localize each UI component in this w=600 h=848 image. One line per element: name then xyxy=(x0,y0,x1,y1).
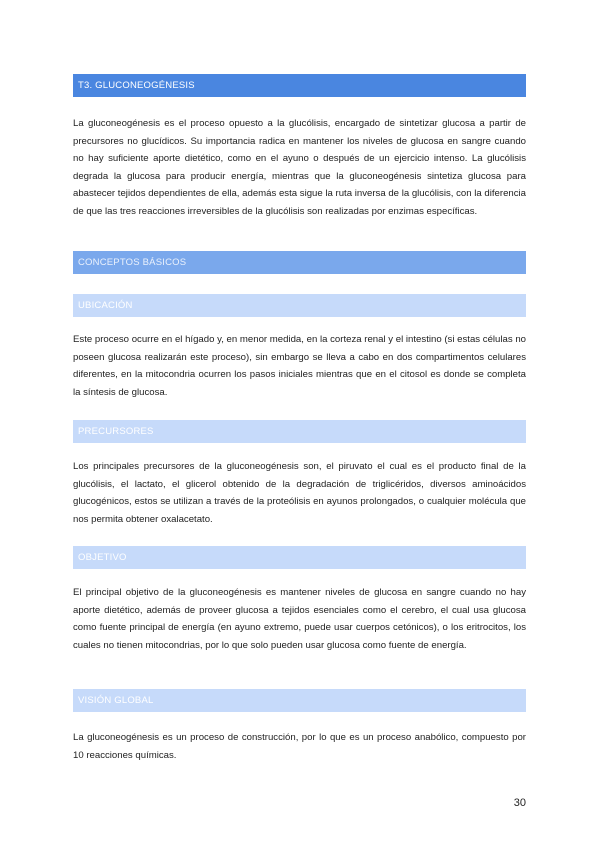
objective-heading-bar xyxy=(73,546,526,569)
location-heading-bar xyxy=(73,294,526,317)
objective-paragraph: El principal objetivo de la gluconeogénesis es mantener niveles de glucosa en sangre cuando no hay aporte dietético, además de proveer glucosa a tejidos esenciales como el cerebro, el cual usa glucosa como fuente principal de energía (en ayuno extremo, puede usar cuerpos cetónicos), o los eritrocitos, los cuales no tienen mitocondrias, por lo que solo pueden usar glucosa como fuente de energía. xyxy=(73,587,526,651)
precursors-heading: PRECURSORES xyxy=(78,426,154,437)
precursors-paragraph: Los principales precursores de la gluconeogénesis son, el piruvato el cual es el producto final de la glucólisis, el lactato, el glicerol obtenido de la degradación de triglicéridos, diversos aminoácidos glucogénicos, estos se utilizan a través de la proteólisis en ayunos prolongados, o cualquier molécula que nos permita obtener oxalacetato. xyxy=(73,461,526,525)
overview-heading: VISIÓN GLOBAL xyxy=(78,695,154,706)
page-number: 30 xyxy=(513,797,526,809)
location-heading: UBICACIÓN xyxy=(78,300,133,311)
section-title-bar xyxy=(73,74,526,97)
overview-paragraph: La gluconeogénesis es un proceso de construcción, por lo que es un proceso anabólico, compuesto por 10 reacciones químicas. xyxy=(73,732,526,761)
concepts-heading: CONCEPTOS BÁSICOS xyxy=(78,257,187,268)
objective-heading: OBJETIVO xyxy=(78,552,127,563)
concepts-heading-bar xyxy=(73,251,526,274)
intro-paragraph: La gluconeogénesis es el proceso opuesto a la glucólisis, encargado de sintetizar glucosa a partir de precursores no glucídicos. Su importancia radica en mantener los niveles de glucosa en sangre cuando no hay suficiente aporte dietético, como en el ayuno o después de un ejercicio intenso. La glucólisis degrada la glucosa para producir energía, mientras que la gluconeogénesis sintetiza glucosa para abastecer tejidos dependientes de ella, además esta sigue la ruta inversa de la glucólisis, con la diferencia de que las tres reacciones irreversibles de la glucólisis son realizadas por enzimas específicas. xyxy=(73,118,526,217)
section-title: T3. GLUCONEOGÉNESIS xyxy=(78,80,195,91)
overview-heading-bar xyxy=(73,689,526,712)
precursors-heading-bar xyxy=(73,420,526,443)
location-paragraph: Este proceso ocurre en el hígado y, en menor medida, en la corteza renal y el intestino (si estas células no poseen glucosa realizarán este proceso), sin embargo se lleva a cabo en dos compartimentos celulares diferentes, en la mitocondria ocurren los pasos iniciales mientras que en el citosol es donde se completa la síntesis de glucosa. xyxy=(73,334,526,398)
